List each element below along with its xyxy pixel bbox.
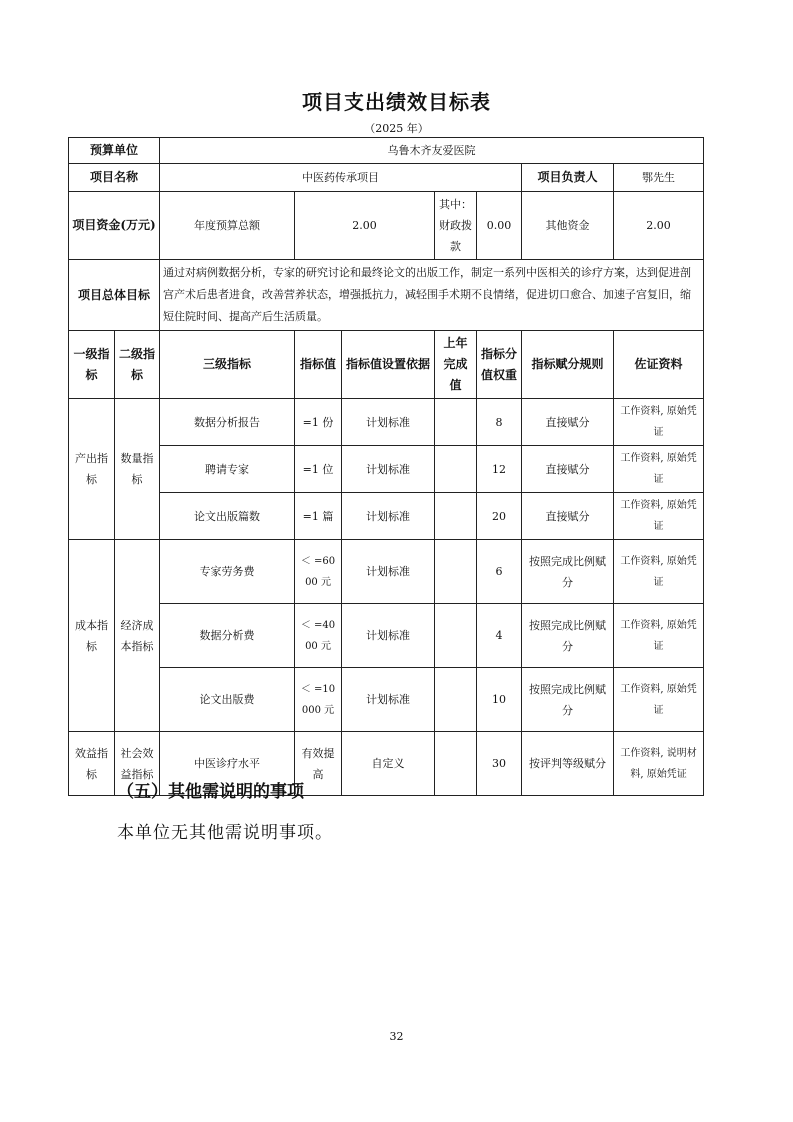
page-title: 项目支出绩效目标表: [302, 90, 491, 114]
unit-label: 预算单位: [69, 138, 160, 164]
cell-evidence: 工作资料, 原始凭证: [614, 493, 704, 540]
group-quantity: 数量指标: [115, 399, 160, 540]
cell-weight: 4: [477, 604, 522, 668]
cell-value: ＜ =4000 元: [295, 604, 342, 668]
cell-value: ＜ =10000 元: [295, 668, 342, 732]
cell-l3: 专家劳务费: [160, 540, 295, 604]
other-value: 2.00: [614, 192, 704, 260]
cell-weight: 20: [477, 493, 522, 540]
group-social: 社会效益指标: [115, 732, 160, 796]
project-row: [69, 164, 704, 192]
fiscal-value: 0.00: [477, 192, 522, 260]
cell-basis: 计划标准: [342, 493, 435, 540]
table-row: [69, 604, 704, 668]
cell-last: [435, 604, 477, 668]
leader-label: 项目负责人: [522, 164, 614, 192]
project-label: 项目名称: [69, 164, 160, 192]
table-row: [69, 668, 704, 732]
section-heading: （五）其他需说明的事项: [117, 782, 304, 802]
col-level2: 二级指标: [115, 331, 160, 399]
cell-rule: 直接赋分: [522, 399, 614, 446]
col-basis: 指标值设置依据: [342, 331, 435, 399]
cell-weight: 12: [477, 446, 522, 493]
annual-value: 2.00: [295, 192, 435, 260]
table-row: [69, 493, 704, 540]
cell-last: [435, 668, 477, 732]
unit-value: 乌鲁木齐友爱医院: [160, 138, 704, 164]
table-row: [69, 399, 704, 446]
cell-weight: 8: [477, 399, 522, 446]
cell-evidence: 工作资料, 原始凭证: [614, 446, 704, 493]
funds-row: [69, 192, 704, 260]
cell-l3: 论文出版费: [160, 668, 295, 732]
col-level1: 一级指标: [69, 331, 115, 399]
col-level3: 三级指标: [160, 331, 295, 399]
col-weight: 指标分值权重: [477, 331, 522, 399]
cell-value: =1 位: [295, 446, 342, 493]
cell-l3: 数据分析报告: [160, 399, 295, 446]
section-body: 本单位无其他需说明事项。: [117, 823, 333, 843]
cell-rule: 按照完成比例赋分: [522, 540, 614, 604]
group-economic: 经济成本指标: [115, 540, 160, 732]
cell-last: [435, 732, 477, 796]
cell-basis: 计划标准: [342, 540, 435, 604]
cell-l3: 数据分析费: [160, 604, 295, 668]
cell-rule: 直接赋分: [522, 493, 614, 540]
annual-label: 年度预算总额: [160, 192, 295, 260]
cell-basis: 计划标准: [342, 668, 435, 732]
funds-label: 项目资金(万元): [69, 192, 160, 260]
year-label: （2025 年）: [364, 122, 429, 135]
cell-basis: 计划标准: [342, 446, 435, 493]
page-number: 32: [389, 1030, 404, 1043]
goal-row: [69, 260, 704, 331]
cell-value: 有效提高: [295, 732, 342, 796]
cell-evidence: 工作资料, 说明材料, 原始凭证: [614, 732, 704, 796]
cell-rule: 直接赋分: [522, 446, 614, 493]
cell-basis: 计划标准: [342, 604, 435, 668]
goal-label: 项目总体目标: [69, 260, 160, 331]
cell-value: ＜ =6000 元: [295, 540, 342, 604]
cell-weight: 30: [477, 732, 522, 796]
cell-value: =1 份: [295, 399, 342, 446]
group-cost: 成本指标: [69, 540, 115, 732]
cell-rule: 按照完成比例赋分: [522, 604, 614, 668]
cell-evidence: 工作资料, 原始凭证: [614, 604, 704, 668]
group-output: 产出指标: [69, 399, 115, 540]
cell-evidence: 工作资料, 原始凭证: [614, 399, 704, 446]
cell-rule: 按评判等级赋分: [522, 732, 614, 796]
cell-l3: 聘请专家: [160, 446, 295, 493]
fiscal-label: 其中：财政拨款: [435, 192, 477, 260]
col-evidence: 佐证资料: [614, 331, 704, 399]
cell-weight: 10: [477, 668, 522, 732]
performance-table: [68, 137, 704, 796]
group-benefit: 效益指标: [69, 732, 115, 796]
cell-evidence: 工作资料, 原始凭证: [614, 668, 704, 732]
col-value: 指标值: [295, 331, 342, 399]
other-label: 其他资金: [522, 192, 614, 260]
cell-rule: 按照完成比例赋分: [522, 668, 614, 732]
goal-value: 通过对病例数据分析，专家的研究讨论和最终论文的出版工作，制定一系列中医相关的诊疗方案，达到促进剖宫产术后患者进食，改善营养状态，增强抵抗力，减轻围手术期不良情绪，促进切口愈合、加速子宫复旧，缩短住院时间、提高产后生活质量。: [160, 260, 704, 331]
cell-value: =1 篇: [295, 493, 342, 540]
table-row: [69, 446, 704, 493]
column-header-row: [69, 331, 704, 399]
cell-last: [435, 540, 477, 604]
cell-last: [435, 399, 477, 446]
unit-row: [69, 138, 704, 164]
cell-l3: 中医诊疗水平: [160, 732, 295, 796]
table-row: [69, 540, 704, 604]
cell-last: [435, 446, 477, 493]
cell-weight: 6: [477, 540, 522, 604]
cell-basis: 计划标准: [342, 399, 435, 446]
col-last-year: 上年完成值: [435, 331, 477, 399]
col-rule: 指标赋分规则: [522, 331, 614, 399]
cell-last: [435, 493, 477, 540]
cell-basis: 自定义: [342, 732, 435, 796]
project-value: 中医药传承项目: [160, 164, 522, 192]
cell-l3: 论文出版篇数: [160, 493, 295, 540]
leader-value: 鄂先生: [614, 164, 704, 192]
cell-evidence: 工作资料, 原始凭证: [614, 540, 704, 604]
